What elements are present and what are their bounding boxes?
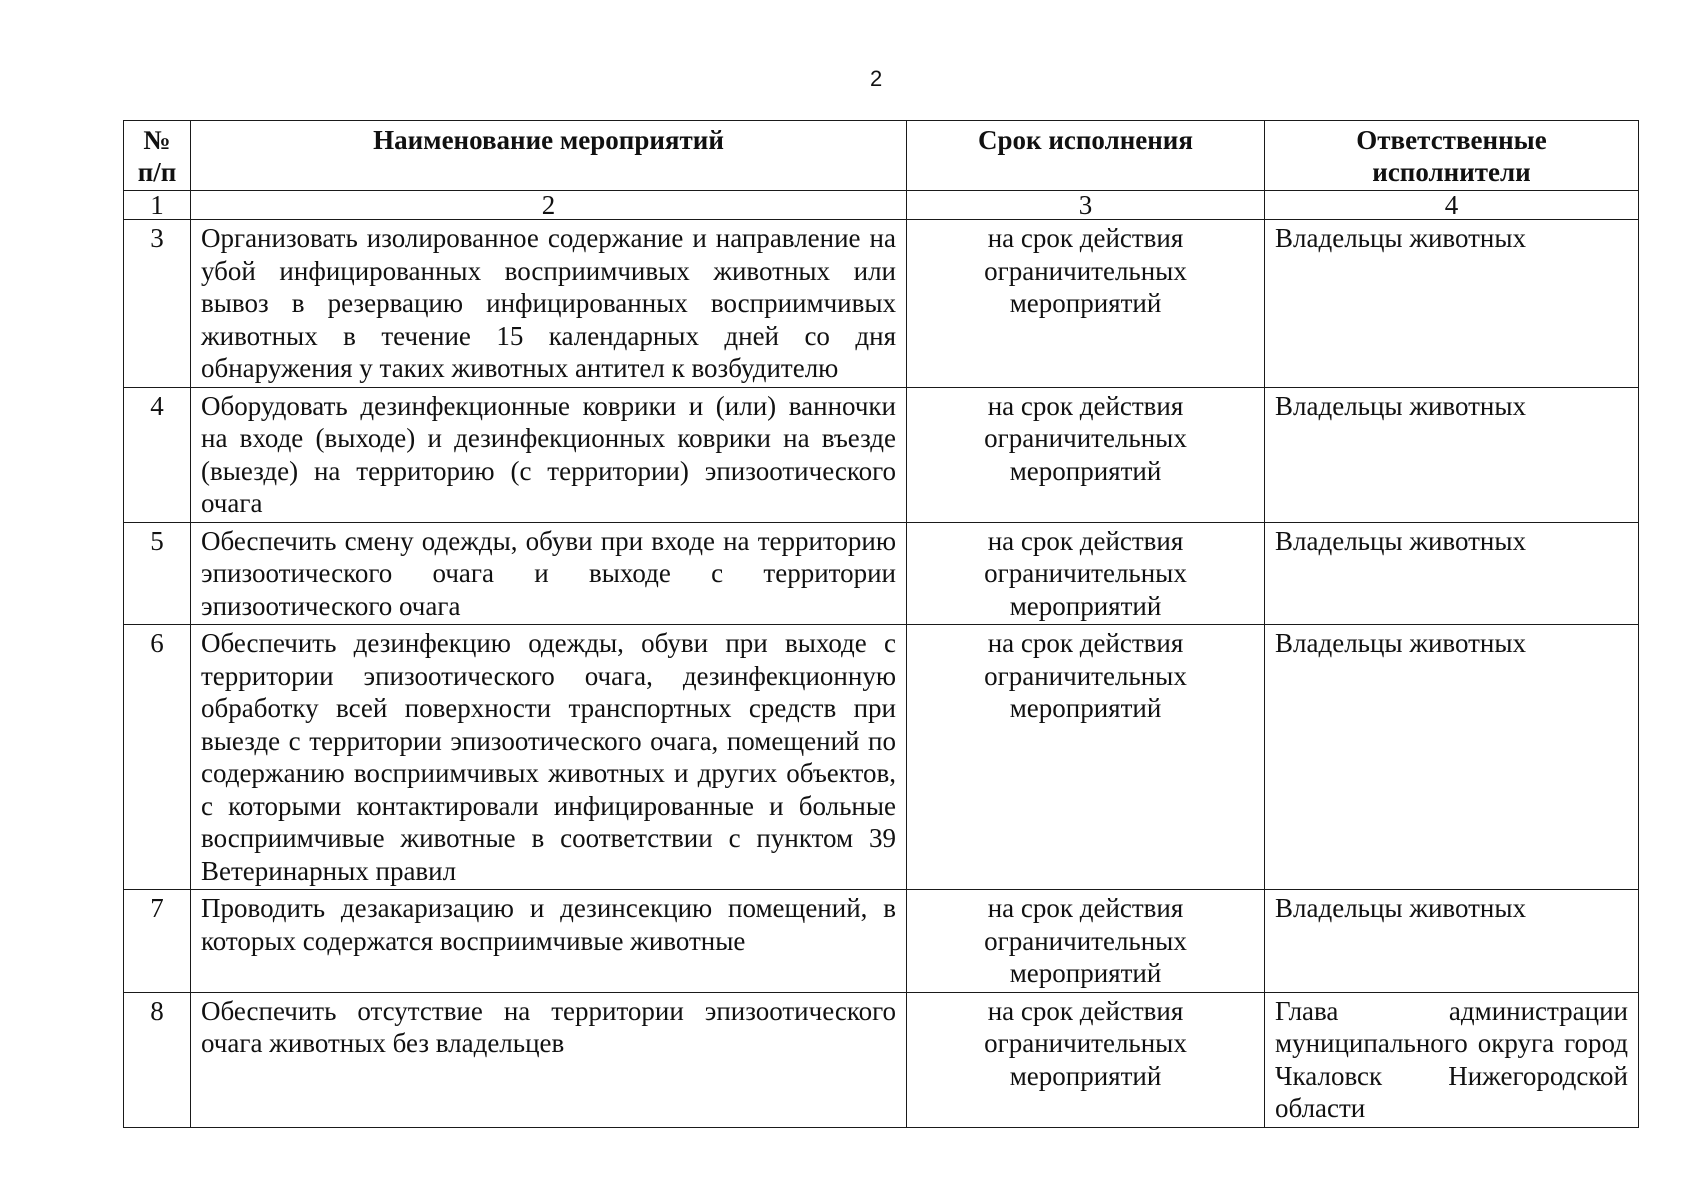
measure-name: Обеспечить отсутствие на территории эпизоотического очага животных без владельцев — [191, 992, 907, 1127]
table-row — [124, 890, 1639, 993]
row-number: 3 — [124, 220, 191, 388]
measure-name: Обеспечить дезинфекцию одежды, обуви при выходе с территории эпизоотического очага, дезинфекционную обработку всей поверхности транспортных средств при выезде с территории эпизоотического очага, помещений по содержанию восприимчивых животных и других объектов, с которыми контактировали инфицированные и больные восприимчивые животные в соответствии с пунктом 39 Ветеринарных правил — [191, 625, 907, 890]
row-number: 6 — [124, 625, 191, 890]
measure-term: на срок действия ограничительных мероприятий — [907, 890, 1265, 993]
header-number: № п/п — [124, 121, 191, 191]
header-responsible: Ответственные исполнители — [1265, 121, 1639, 191]
measure-term: на срок действия ограничительных мероприятий — [907, 387, 1265, 522]
row-number: 8 — [124, 992, 191, 1127]
column-number: 1 — [124, 191, 191, 220]
row-number: 7 — [124, 890, 191, 993]
page-number: 2 — [870, 66, 883, 91]
measure-name: Организовать изолированное содержание и направление на убой инфицированных восприимчивых животных или вывоз в резервацию инфицированных восприимчивых животных в течение 15 календарных дней со дня обнаружения у таких животных антител к возбудителю — [191, 220, 907, 388]
measure-term: на срок действия ограничительных мероприятий — [907, 522, 1265, 625]
column-number: 4 — [1265, 191, 1639, 220]
measure-responsible: Владельцы животных — [1265, 890, 1639, 993]
table-row — [124, 625, 1639, 890]
measure-responsible: Владельцы животных — [1265, 522, 1639, 625]
measure-term: на срок действия ограничительных мероприятий — [907, 220, 1265, 388]
measure-term: на срок действия ограничительных мероприятий — [907, 992, 1265, 1127]
table-row — [124, 992, 1639, 1127]
measure-responsible: Владельцы животных — [1265, 387, 1639, 522]
column-number: 3 — [907, 191, 1265, 220]
header-name: Наименование мероприятий — [191, 121, 907, 191]
measure-responsible: Глава администрации муниципального округа город Чкаловск Нижегородской области — [1265, 992, 1639, 1127]
table-row — [124, 220, 1639, 388]
table-header-row — [124, 121, 1639, 191]
measure-responsible: Владельцы животных — [1265, 220, 1639, 388]
column-number: 2 — [191, 191, 907, 220]
measure-name: Обеспечить смену одежды, обуви при входе на территорию эпизоотического очага и выходе с территории эпизоотического очага — [191, 522, 907, 625]
measure-term: на срок действия ограничительных мероприятий — [907, 625, 1265, 890]
table-row — [124, 522, 1639, 625]
table-row — [124, 387, 1639, 522]
measure-name: Оборудовать дезинфекционные коврики и (или) ванночки на входе (выходе) и дезинфекционных коврики на въезде (выезде) на территорию (с территории) эпизоотического очага — [191, 387, 907, 522]
row-number: 5 — [124, 522, 191, 625]
measure-name: Проводить дезакаризацию и дезинсекцию помещений, в которых содержатся восприимчивые животные — [191, 890, 907, 993]
row-number: 4 — [124, 387, 191, 522]
measure-responsible: Владельцы животных — [1265, 625, 1639, 890]
column-number-row — [124, 191, 1639, 220]
header-term: Срок исполнения — [907, 121, 1265, 191]
measures-table — [123, 120, 1639, 1128]
